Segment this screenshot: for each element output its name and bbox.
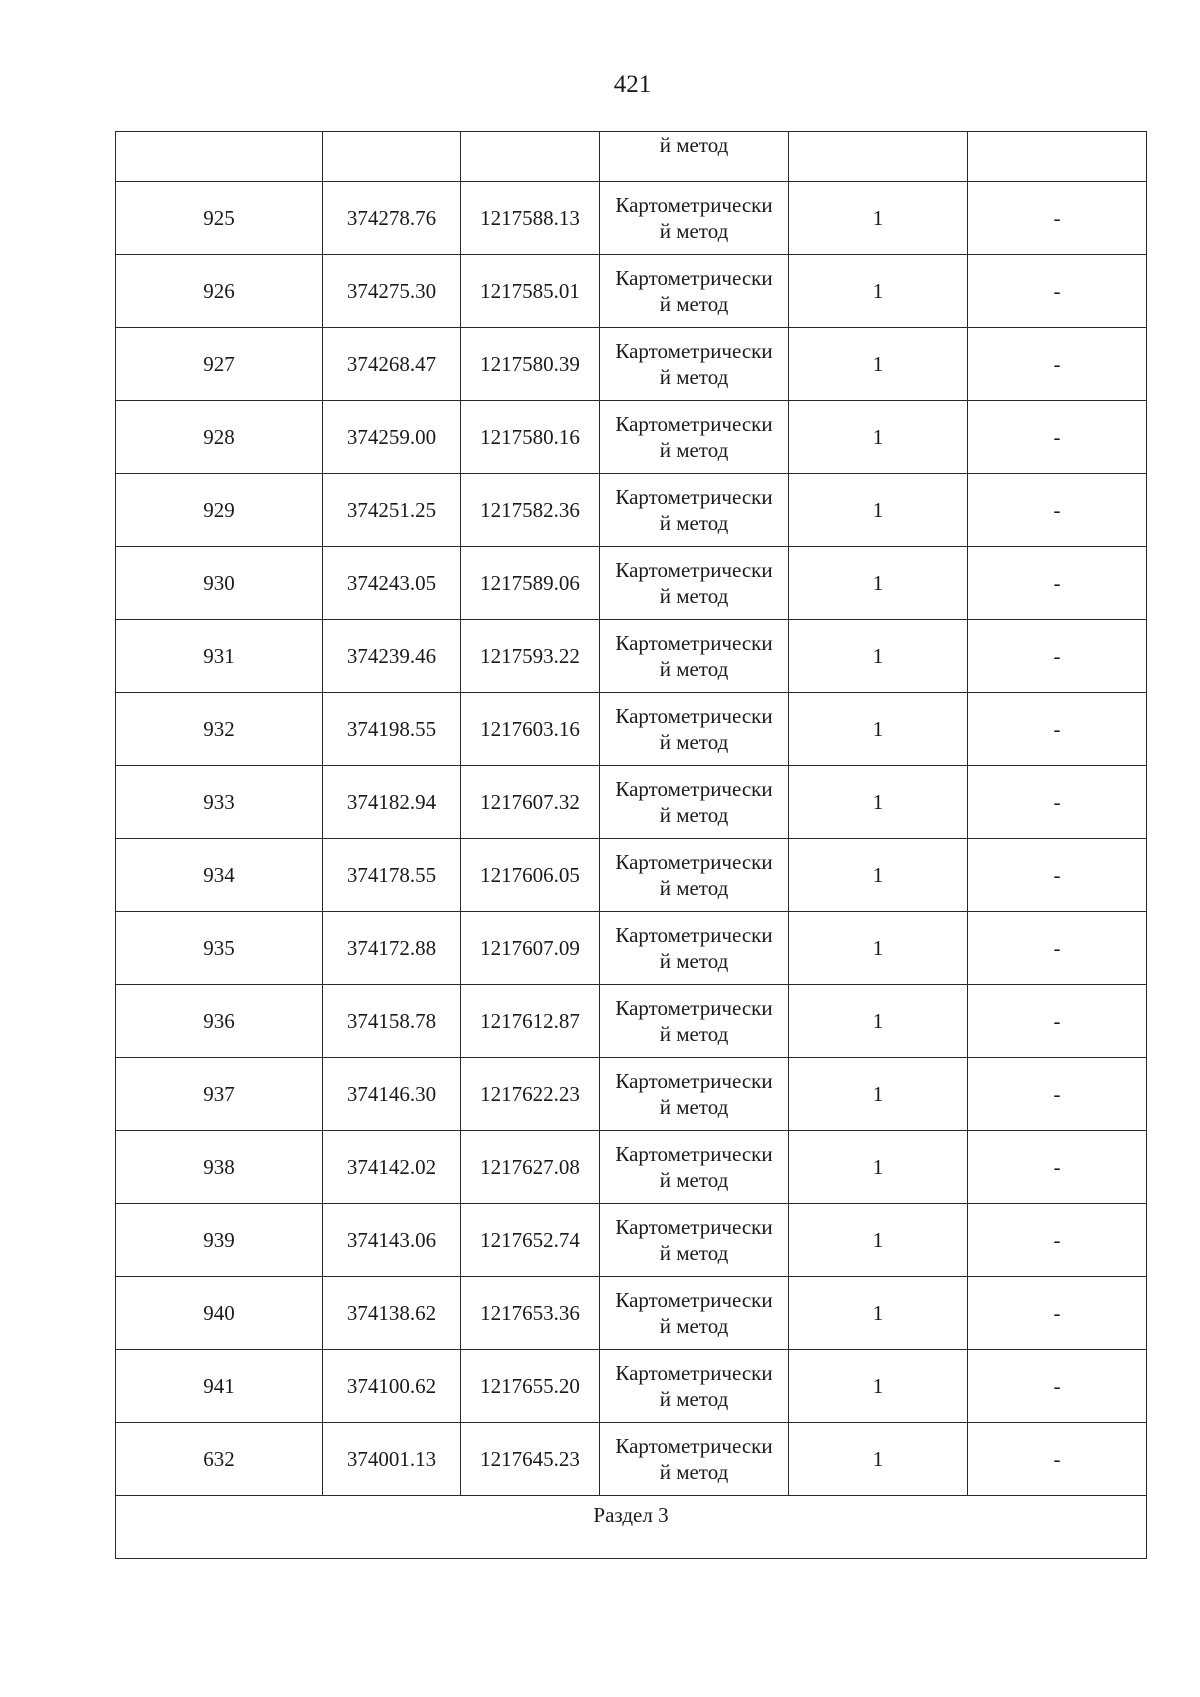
cell-accuracy: 1 (789, 1058, 968, 1131)
cell-description: - (968, 182, 1147, 255)
cell-accuracy: 1 (789, 1277, 968, 1350)
method-line-1: Картометрически (615, 193, 773, 217)
method-line-2: й метод (659, 1241, 729, 1265)
table-row (116, 1277, 1147, 1350)
table-row-continuation (116, 132, 1147, 182)
table-row (116, 1204, 1147, 1277)
method-line-2: й метод (659, 1314, 729, 1338)
cell-y: 1217645.23 (461, 1423, 600, 1496)
cell-number: 934 (116, 839, 323, 912)
method-line-1: Картометрически (615, 704, 773, 728)
cell-accuracy: 1 (789, 328, 968, 401)
cell-y: 1217580.39 (461, 328, 600, 401)
cell-x: 374251.25 (323, 474, 461, 547)
cell-number: 939 (116, 1204, 323, 1277)
method-line-1: Картометрически (615, 266, 773, 290)
method-line-2: й метод (659, 365, 729, 389)
cell-method (600, 1423, 789, 1496)
cell-y: 1217652.74 (461, 1204, 600, 1277)
cell-x: 374138.62 (323, 1277, 461, 1350)
cell-accuracy: 1 (789, 1131, 968, 1204)
cell-method (600, 182, 789, 255)
table-row (116, 474, 1147, 547)
cell-description: - (968, 1277, 1147, 1350)
cell-method (600, 693, 789, 766)
cell-description: - (968, 693, 1147, 766)
cell-description: - (968, 620, 1147, 693)
cell-method (600, 1131, 789, 1204)
cell-y: 1217655.20 (461, 1350, 600, 1423)
cell-number: 928 (116, 401, 323, 474)
cell-accuracy: 1 (789, 1423, 968, 1496)
method-line-1: Картометрически (615, 412, 773, 436)
cell-x: 374001.13 (323, 1423, 461, 1496)
table-row (116, 547, 1147, 620)
cell-y-empty (461, 132, 600, 182)
cell-accuracy: 1 (789, 1204, 968, 1277)
cell-description: - (968, 912, 1147, 985)
table-row (116, 182, 1147, 255)
cell-number-empty (116, 132, 323, 182)
table-row (116, 1131, 1147, 1204)
cell-number: 940 (116, 1277, 323, 1350)
cell-method (600, 1350, 789, 1423)
method-line-1: Картометрически (615, 339, 773, 363)
cell-x: 374275.30 (323, 255, 461, 328)
cell-x: 374142.02 (323, 1131, 461, 1204)
cell-accuracy: 1 (789, 620, 968, 693)
table-row (116, 1423, 1147, 1496)
cell-description: - (968, 401, 1147, 474)
cell-accuracy: 1 (789, 912, 968, 985)
cell-description: - (968, 1423, 1147, 1496)
cell-number: 933 (116, 766, 323, 839)
cell-x: 374239.46 (323, 620, 461, 693)
table-row (116, 1058, 1147, 1131)
cell-description: - (968, 547, 1147, 620)
method-line-2: й метод (659, 219, 729, 243)
cell-x: 374146.30 (323, 1058, 461, 1131)
method-line-2: й метод (659, 292, 729, 316)
cell-accuracy: 1 (789, 985, 968, 1058)
cell-method (600, 839, 789, 912)
method-line-1: Картометрически (615, 777, 773, 801)
cell-y: 1217606.05 (461, 839, 600, 912)
cell-description: - (968, 255, 1147, 328)
method-line-2: й метод (659, 511, 729, 535)
cell-method (600, 1204, 789, 1277)
table-row (116, 620, 1147, 693)
method-line-2: й метод (659, 1168, 729, 1192)
method-line-2: й метод (659, 657, 729, 681)
table-row (116, 1350, 1147, 1423)
cell-method (600, 328, 789, 401)
cell-number: 930 (116, 547, 323, 620)
cell-number: 926 (116, 255, 323, 328)
cell-accuracy: 1 (789, 693, 968, 766)
method-line-2: й метод (659, 876, 729, 900)
cell-number: 929 (116, 474, 323, 547)
coordinates-table (115, 131, 1147, 1559)
method-line-1: Картометрически (615, 485, 773, 509)
table-row (116, 839, 1147, 912)
method-line-2: й метод (659, 1460, 729, 1484)
cell-y: 1217589.06 (461, 547, 600, 620)
method-line-2: й метод (659, 803, 729, 827)
cell-y: 1217580.16 (461, 401, 600, 474)
table-row (116, 766, 1147, 839)
cell-method (600, 401, 789, 474)
cell-y: 1217627.08 (461, 1131, 600, 1204)
cell-y: 1217582.36 (461, 474, 600, 547)
cell-method (600, 766, 789, 839)
method-line-2: й метод (659, 730, 729, 754)
method-line-2: й метод (659, 1387, 729, 1411)
cell-method (600, 912, 789, 985)
cell-description: - (968, 474, 1147, 547)
method-line-2: й метод (659, 1095, 729, 1119)
cell-description: - (968, 1058, 1147, 1131)
cell-description-empty (968, 132, 1147, 182)
method-line-1: Картометрически (615, 1215, 773, 1239)
cell-x: 374158.78 (323, 985, 461, 1058)
cell-x: 374172.88 (323, 912, 461, 985)
cell-accuracy: 1 (789, 182, 968, 255)
cell-y: 1217588.13 (461, 182, 600, 255)
cell-accuracy-empty (789, 132, 968, 182)
cell-number: 935 (116, 912, 323, 985)
cell-description: - (968, 766, 1147, 839)
method-line-1: Картометрически (615, 1288, 773, 1312)
cell-accuracy: 1 (789, 1350, 968, 1423)
method-line-1: Картометрически (615, 996, 773, 1020)
method-line-2: й метод (659, 584, 729, 608)
cell-method (600, 255, 789, 328)
cell-accuracy: 1 (789, 766, 968, 839)
method-line-2: й метод (659, 1022, 729, 1046)
cell-description: - (968, 328, 1147, 401)
cell-accuracy: 1 (789, 255, 968, 328)
table-row (116, 693, 1147, 766)
cell-x: 374182.94 (323, 766, 461, 839)
cell-method (600, 1058, 789, 1131)
cell-number: 632 (116, 1423, 323, 1496)
cell-number: 941 (116, 1350, 323, 1423)
method-line-1: Картометрически (615, 850, 773, 874)
cell-method (600, 474, 789, 547)
cell-x: 374178.55 (323, 839, 461, 912)
cell-method (600, 547, 789, 620)
table-body (116, 132, 1147, 1496)
cell-method (600, 985, 789, 1058)
section-label: Раздел 3 (116, 1496, 1147, 1559)
method-line-2: й метод (659, 949, 729, 973)
cell-x-empty (323, 132, 461, 182)
cell-description: - (968, 1350, 1147, 1423)
cell-y: 1217612.87 (461, 985, 600, 1058)
cell-y: 1217593.22 (461, 620, 600, 693)
method-line-1: Картометрически (615, 923, 773, 947)
cell-number: 936 (116, 985, 323, 1058)
cell-y: 1217607.09 (461, 912, 600, 985)
cell-x: 374100.62 (323, 1350, 461, 1423)
method-line-1: Картометрически (615, 1434, 773, 1458)
cell-y: 1217603.16 (461, 693, 600, 766)
method-line-2: й метод (659, 438, 729, 462)
cell-number: 931 (116, 620, 323, 693)
cell-description: - (968, 1131, 1147, 1204)
table-row (116, 912, 1147, 985)
table-row (116, 255, 1147, 328)
cell-number: 927 (116, 328, 323, 401)
page-number: 421 (613, 71, 652, 98)
method-line-1: Картометрически (615, 558, 773, 582)
cell-y: 1217585.01 (461, 255, 600, 328)
cell-x: 374268.47 (323, 328, 461, 401)
table-row (116, 328, 1147, 401)
section-row (116, 1496, 1147, 1559)
cell-method (600, 620, 789, 693)
cell-number: 938 (116, 1131, 323, 1204)
cell-y: 1217607.32 (461, 766, 600, 839)
cell-x: 374278.76 (323, 182, 461, 255)
table-row (116, 985, 1147, 1058)
cell-method-tail: й метод (600, 132, 789, 182)
cell-number: 937 (116, 1058, 323, 1131)
method-line-1: Картометрически (615, 1361, 773, 1385)
method-line-1: Картометрически (615, 1142, 773, 1166)
cell-description: - (968, 839, 1147, 912)
cell-number: 932 (116, 693, 323, 766)
cell-x: 374198.55 (323, 693, 461, 766)
table-row (116, 401, 1147, 474)
cell-description: - (968, 985, 1147, 1058)
cell-method (600, 1277, 789, 1350)
cell-x: 374259.00 (323, 401, 461, 474)
cell-x: 374143.06 (323, 1204, 461, 1277)
cell-accuracy: 1 (789, 401, 968, 474)
cell-description: - (968, 1204, 1147, 1277)
cell-number: 925 (116, 182, 323, 255)
method-line-1: Картометрически (615, 631, 773, 655)
cell-accuracy: 1 (789, 474, 968, 547)
cell-accuracy: 1 (789, 547, 968, 620)
cell-y: 1217653.36 (461, 1277, 600, 1350)
cell-accuracy: 1 (789, 839, 968, 912)
cell-x: 374243.05 (323, 547, 461, 620)
method-line-1: Картометрически (615, 1069, 773, 1093)
cell-y: 1217622.23 (461, 1058, 600, 1131)
